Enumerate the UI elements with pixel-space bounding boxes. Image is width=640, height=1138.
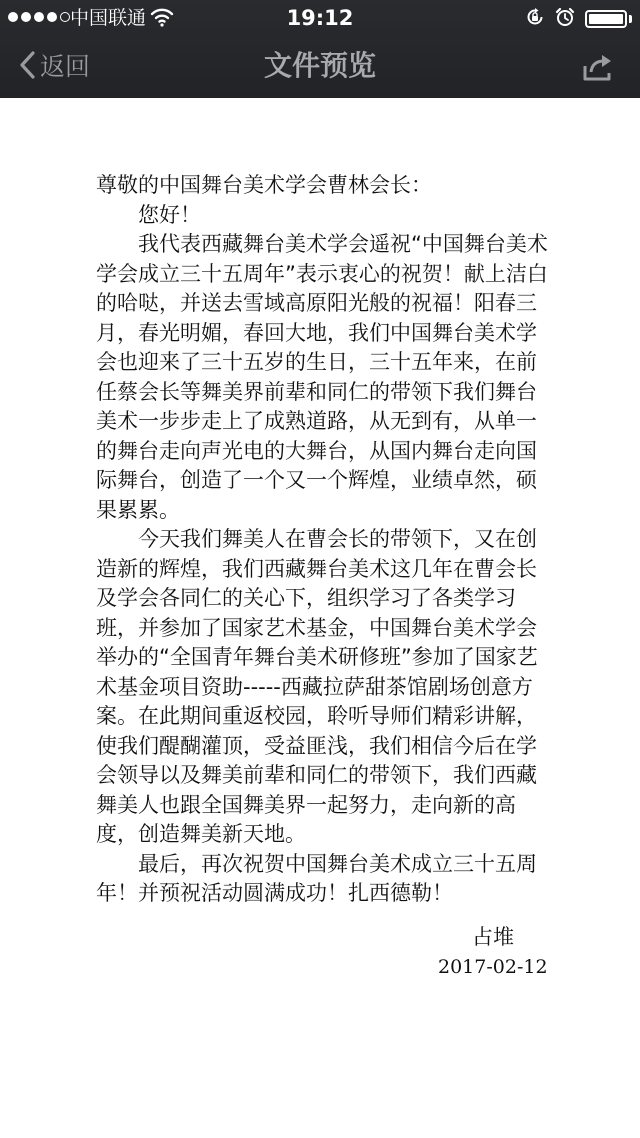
top-bar — [0, 0, 640, 98]
status-right-group — [525, 7, 632, 31]
share-button[interactable] — [582, 52, 614, 86]
navigation-bar — [0, 36, 640, 98]
paragraph-2: 今天我们舞美人在曹会长的带领下，又在创造新的辉煌，我们西藏舞台美术这几年在曹会长及学会各同仁的关心下，组织学习了各类学习班，并参加了国家艺术基金，中国舞台美术学会举办的“全国青年舞台美术研修班”参加了国家艺术基金项目资助-----西藏拉萨甜茶馆剧场创意方案。在此期间重返校园，聆听导师们精彩讲解，使我们醍醐灌顶，受益匪浅，我们相信今后在学会领导以及舞美前辈和同仁的带领下，我们西藏舞美人也跟全国舞美界一起努力，走向新的高度，创造舞美新天地。 — [96, 527, 538, 846]
status-time: 19:12 — [286, 6, 354, 30]
closing-paragraph: 最后，再次祝贺中国舞台美术成立三十五周年！并预祝活动圆满成功！扎西德勒！ — [96, 851, 537, 905]
alarm-icon — [555, 7, 575, 31]
status-bar — [0, 0, 640, 36]
document-body — [96, 171, 556, 909]
salutation: 尊敬的中国舞台美术学会曹林会长： — [96, 173, 432, 197]
share-icon — [582, 67, 614, 86]
greeting-paragraph: 您好！ — [138, 202, 201, 227]
battery-tip — [629, 15, 632, 23]
page-title: 文件预览 — [263, 49, 376, 82]
document-date: 2017-02-12 — [438, 956, 548, 978]
back-label: 返回 — [40, 52, 91, 81]
rotation-lock-icon — [525, 7, 545, 31]
signature: 占堆 — [472, 925, 514, 949]
battery-icon — [585, 10, 627, 28]
paragraph-1: 我代表西藏舞台美术学会遥祝“中国舞台美术学会成立三十五周年”表示衷心的祝贺！献上洁白的哈哒，并送去雪域高原阳光般的祝福！阳春三月，春光明媚，春回大地，我们中国舞台美术学会也迎来了三十五岁的生日，三十五年来，在前任蔡会长等舞美界前辈和同仁的带领下我们舞台美术一步步走上了成熟道路，从无到有，从单一的舞台走向声光电的大舞台，从国内舞台走向国际舞台，创造了一个又一个辉煌，业绩卓然，硕果累累。 — [96, 232, 548, 522]
carrier-name: 中国联通 — [70, 7, 147, 29]
